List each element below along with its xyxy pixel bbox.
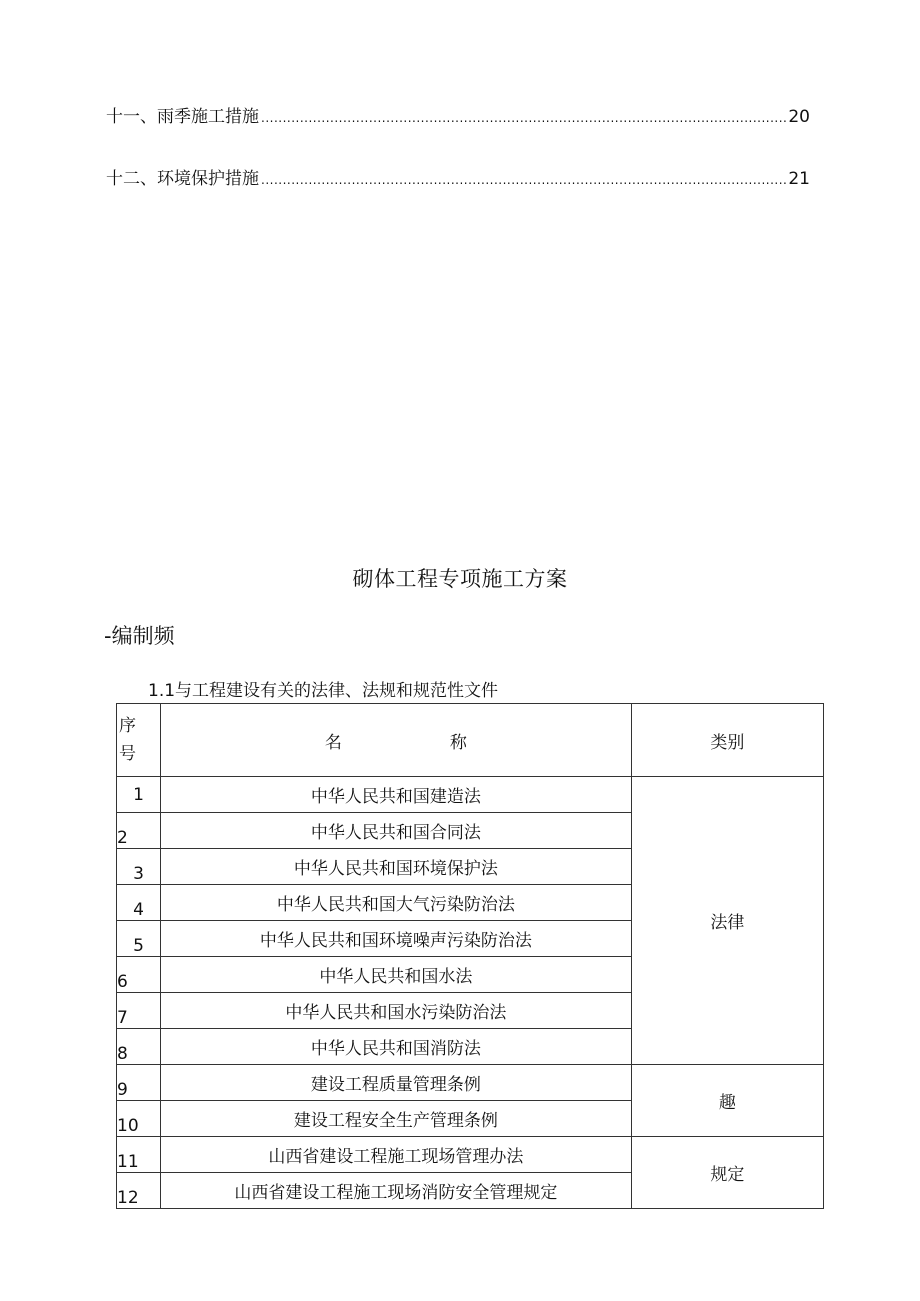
header-name — [161, 704, 632, 777]
row-name: 建设工程安全生产管理条例 — [161, 1101, 632, 1137]
regulations-table — [116, 703, 824, 1209]
row-name: 中华人民共和国环境保护法 — [161, 849, 632, 885]
row-number: 11 — [117, 1137, 161, 1173]
toc-entry-label: 十二、环境保护措施 — [106, 169, 259, 189]
category-cell: 法律 — [631, 777, 823, 1065]
subsection-heading: 1.1与工程建设有关的法律、法规和规范性文件 — [148, 681, 499, 701]
row-number: 8 — [117, 1029, 161, 1065]
header-name-part1: 名 — [324, 732, 342, 753]
row-number: 10 — [117, 1101, 161, 1137]
header-category: 类别 — [631, 704, 823, 777]
row-number: 9 — [117, 1065, 161, 1101]
document-title: 砌体工程专项施工方案 — [352, 567, 568, 591]
row-number: 7 — [117, 993, 161, 1029]
table-header-row — [117, 704, 824, 777]
row-number: 1 — [117, 777, 161, 813]
row-number: 5 — [117, 921, 161, 957]
row-name: 中华人民共和国消防法 — [161, 1029, 632, 1065]
toc-leader-dots — [261, 111, 786, 125]
toc-entry[interactable] — [106, 164, 810, 189]
row-name: 建设工程质量管理条例 — [161, 1065, 632, 1101]
toc-entry-page: 21 — [788, 169, 810, 189]
row-name: 中华人民共和国建造法 — [161, 777, 632, 813]
row-name: 中华人民共和国合同法 — [161, 813, 632, 849]
toc-entry-label: 十一、雨季施工措施 — [106, 107, 259, 127]
table-row — [117, 777, 824, 813]
table-row — [117, 1137, 824, 1173]
row-number: 2 — [117, 813, 161, 849]
category-cell: 趣 — [631, 1065, 823, 1137]
row-number: 12 — [117, 1173, 161, 1209]
row-number: 4 — [117, 885, 161, 921]
row-name: 山西省建设工程施工现场消防安全管理规定 — [161, 1173, 632, 1209]
toc-entry[interactable] — [106, 102, 810, 127]
section-heading: -编制频 — [104, 624, 175, 648]
toc-entry-page: 20 — [788, 107, 810, 127]
category-cell: 规定 — [631, 1137, 823, 1209]
header-serial-number — [117, 704, 161, 777]
row-name: 中华人民共和国大气污染防治法 — [161, 885, 632, 921]
row-number: 3 — [117, 849, 161, 885]
table-row — [117, 1065, 824, 1101]
header-serial-line2: 号 — [119, 744, 136, 764]
header-name-part2: 称 — [449, 732, 467, 753]
row-name: 山西省建设工程施工现场管理办法 — [161, 1137, 632, 1173]
toc-leader-dots — [261, 173, 786, 187]
row-name: 中华人民共和国水法 — [161, 957, 632, 993]
row-number: 6 — [117, 957, 161, 993]
row-name: 中华人民共和国水污染防治法 — [161, 993, 632, 1029]
header-serial-line1: 序 — [119, 716, 136, 736]
row-name: 中华人民共和国环境噪声污染防治法 — [161, 921, 632, 957]
